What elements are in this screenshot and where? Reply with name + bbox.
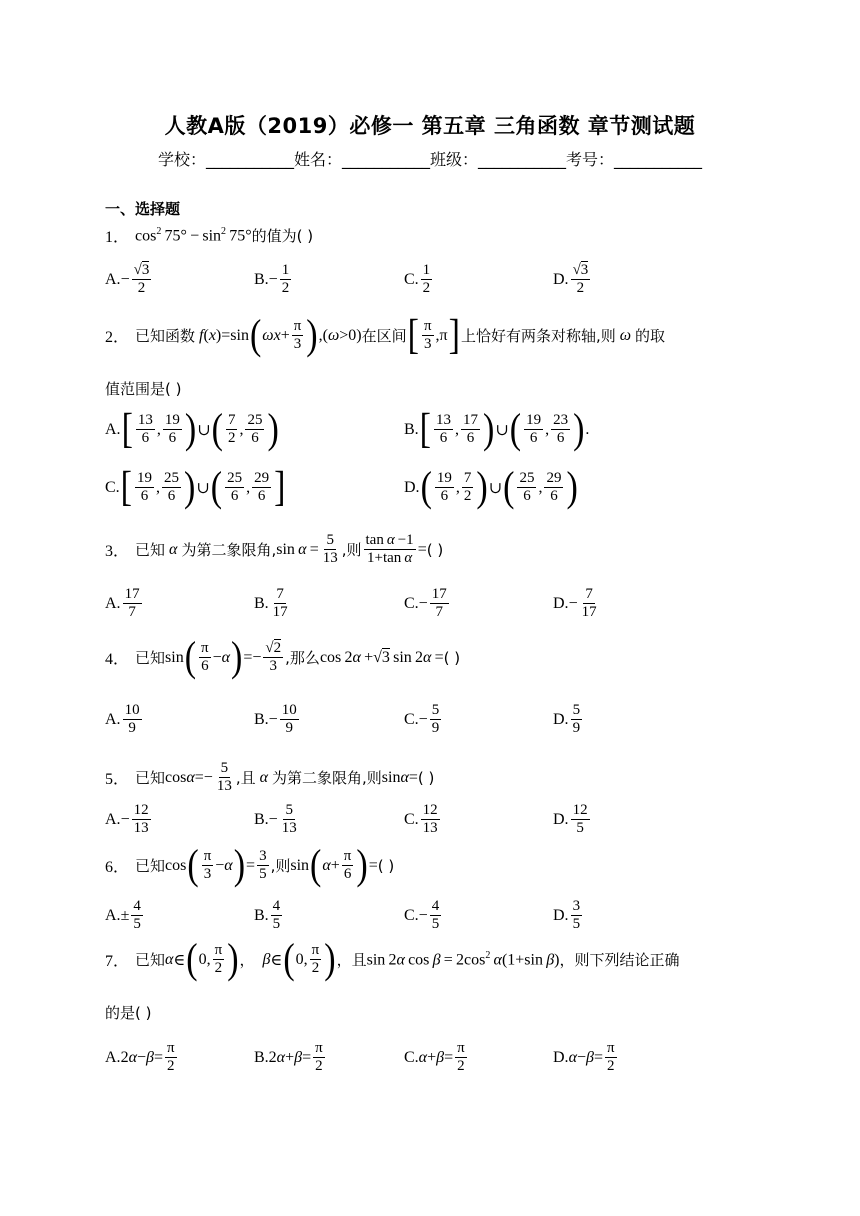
option-a: A. [ $\frac{13}{6}$ , $\frac{19}{6}$ ) ∪ ( $\frac{7}{2}$ , $\frac{25}{6}$ ) xyxy=(105,406,279,453)
option-b: B. $\frac{7}{17}$ xyxy=(254,586,288,621)
option-d: D. α − β = $\frac{\pi}{2}$ xyxy=(553,1040,615,1075)
option-c: C. [ $\frac{19}{6}$ , $\frac{25}{6}$ ) ∪ ( $\frac{25}{6}$ , $\frac{29}{6}$ ] xyxy=(105,464,286,511)
option-d: D. ( $\frac{19}{6}$ , $\frac{7}{2}$ ) ∪ ( $\frac{25}{6}$ , $\frac{29}{6}$ ) xyxy=(404,464,578,511)
option-a: A. − $\frac{12}{13}$ xyxy=(105,802,149,837)
option-b: B. $\frac{4}{5}$ xyxy=(254,898,281,933)
option-d: D. $\frac{5}{9}$ xyxy=(553,702,581,737)
option-b: B. − $\frac{1}{2}$ xyxy=(254,262,290,297)
option-a: A. ± $\frac{4}{5}$ xyxy=(105,898,141,933)
question-1: 1． $\cos^2 75^\circ - \sin^2 75^\circ$ 的值为( ) xyxy=(105,225,314,246)
question-3: 3． 已知 α 为第二象限角, sin α = $\frac{5}{13}$ ,则 $\frac{\text{tan α −1}}{\text{1+tan α}}$ = ( ) xyxy=(105,532,444,567)
question-7: 7． 已知 α ∈ ( 0, $\frac{\pi}{2}$ ) ， β ∈ ( 0, $\frac{\pi}{2}$ ) ，且 sin 2α $\cos \beta = 2\cos^2$ α(1+sin β) ，则下列结论正确 xyxy=(105,936,680,983)
option-d: D. $\frac{12}{5}$ xyxy=(553,802,588,837)
option-c: C. α + β = $\frac{\pi}{2}$ xyxy=(404,1040,465,1075)
student-info-line: 学校：___________姓名：___________班级：___________考号：___________ xyxy=(157,150,702,169)
option-c: C. − $\frac{17}{7}$ xyxy=(404,586,447,621)
page-title: 人教A版（2019）必修一 第五章 三角函数 章节测试题 xyxy=(164,114,696,138)
question-4: 4． 已知 sin ( $\frac{\pi}{6}$ − α ) =− $\frac{√2}{3}$ ,那么 cos 2α +√3 sin 2α = ( ) xyxy=(105,634,461,681)
question-7-cont: 的是( ) xyxy=(105,1004,152,1022)
option-d: D. $\frac{√3}{2}$ xyxy=(553,262,589,297)
option-c: C. − $\frac{4}{5}$ xyxy=(404,898,440,933)
question-5: 5． 已知 cosα=− $\frac{5}{13}$ ,且 α 为第二象限角,则 sinα= ( ) xyxy=(105,760,435,795)
option-a: A. $\frac{10}{9}$ xyxy=(105,702,140,737)
option-d: D. $\frac{3}{5}$ xyxy=(553,898,581,933)
question-number: 1． xyxy=(105,229,130,246)
option-a: A. 2 α − β = $\frac{\pi}{2}$ xyxy=(105,1040,175,1075)
question-2-cont: 值范围是( ) xyxy=(105,380,182,398)
option-d: D. − $\frac{7}{17}$ xyxy=(553,586,597,621)
option-c: C. $\frac{1}{2}$ xyxy=(404,262,431,297)
question-2: 2． 已知函数 f(x)=sin ( ωx + $\frac{\pi}{3}$ ) ,(ω>0) 在区间 [ $\frac{\pi}{3}$ ,π ] 上恰好有两条对称轴,则 ω 的取 xyxy=(105,312,666,359)
option-b: B. − $\frac{10}{9}$ xyxy=(254,702,297,737)
question-text: 的值为( ) xyxy=(251,227,314,245)
option-a: A. − $\frac{√3}{2}$ xyxy=(105,262,150,297)
option-b: B. − $\frac{5}{13}$ xyxy=(254,802,297,837)
option-b: B. [ $\frac{13}{6}$ , $\frac{17}{6}$ ) ∪ ( $\frac{19}{6}$ , $\frac{23}{6}$ ) . xyxy=(404,406,590,453)
option-b: B. 2 α + β = $\frac{\pi}{2}$ xyxy=(254,1040,323,1075)
option-a: A. $\frac{17}{7}$ xyxy=(105,586,140,621)
section-title: 一、选择题 xyxy=(105,200,181,218)
option-c: C. − $\frac{5}{9}$ xyxy=(404,702,440,737)
option-c: C. $\frac{12}{13}$ xyxy=(404,802,438,837)
question-6: 6． 已知 cos ( $\frac{\pi}{3}$ − α ) = $\frac{3}{5}$ ,则 sin ( α + $\frac{\pi}{6}$ ) = ( ) xyxy=(105,842,395,889)
